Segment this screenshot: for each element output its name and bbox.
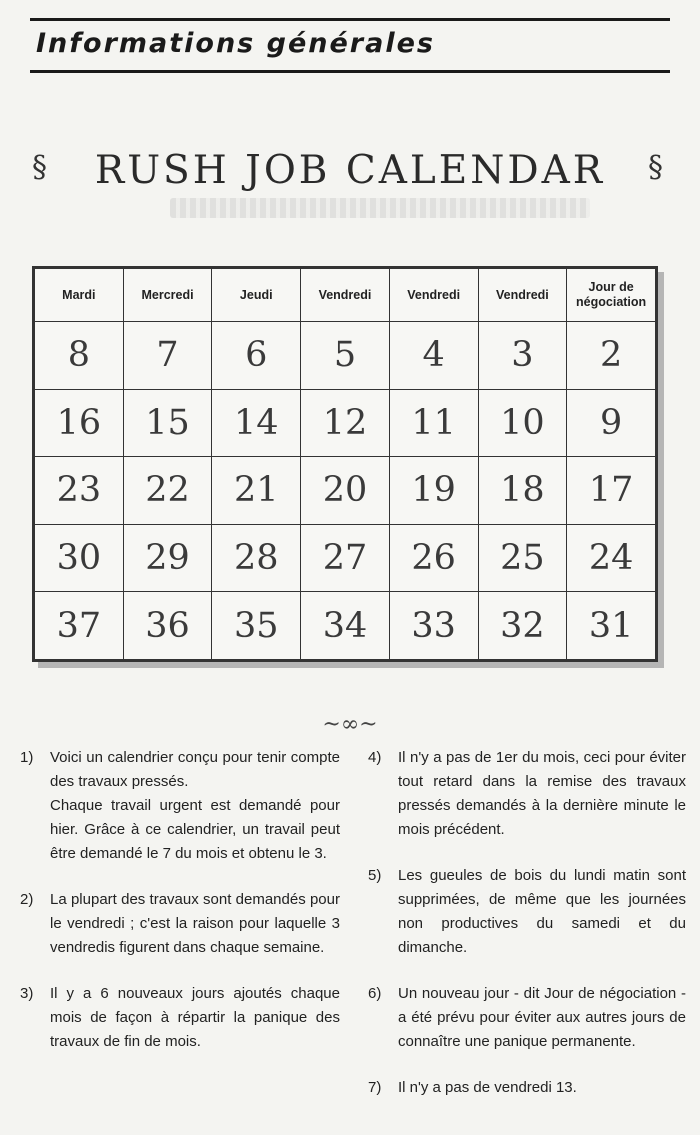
note-text xyxy=(398,864,686,960)
calendar-day-cell: 4 xyxy=(389,322,478,390)
flourish-left-icon: § xyxy=(32,150,47,185)
calendar-day-cell: 34 xyxy=(301,592,390,660)
note-item xyxy=(368,864,686,960)
note-item xyxy=(368,982,686,1054)
calendar-day-cell: 37 xyxy=(35,592,124,660)
calendar-day-cell: 21 xyxy=(212,457,301,525)
calendar-day-cell: 11 xyxy=(389,389,478,457)
header-rule-top xyxy=(30,18,670,21)
calendar-day-cell: 29 xyxy=(123,524,212,592)
note-number: 7) xyxy=(368,1079,382,1096)
calendar-week-row xyxy=(35,524,656,592)
note-paragraph: La plupart des travaux sont demandés pour le vendredi ; c'est la raison pour laquelle 3 vendredis figurent dans chaque semaine. xyxy=(50,891,340,956)
note-text xyxy=(398,1076,577,1100)
weekday-header: Mardi xyxy=(35,269,124,322)
calendar-week-row xyxy=(35,322,656,390)
note-paragraph: Un nouveau jour - dit Jour de négociation - a été prévu pour éviter aux autres jours de connaître une panique permanente. xyxy=(398,985,686,1050)
rush-job-calendar xyxy=(32,266,658,662)
note-number: 6) xyxy=(368,985,382,1002)
calendar-day-cell: 8 xyxy=(35,322,124,390)
weekday-header: Vendredi xyxy=(478,269,567,322)
calendar-day-cell: 5 xyxy=(301,322,390,390)
weekday-header: Jour de négociation xyxy=(567,269,656,322)
note-paragraph: Il y a 6 nouveaux jours ajoutés chaque mois de façon à répartir la panique des travaux de fin de mois. xyxy=(50,985,340,1050)
note-text xyxy=(50,746,340,866)
header-rule-bottom xyxy=(30,70,670,73)
note-number: 5) xyxy=(368,867,382,884)
calendar-day-cell: 18 xyxy=(478,457,567,525)
calendar-day-cell: 36 xyxy=(123,592,212,660)
notes-left-column xyxy=(20,746,340,1076)
weekday-header: Vendredi xyxy=(389,269,478,322)
calendar-day-cell: 35 xyxy=(212,592,301,660)
calendar-day-cell: 28 xyxy=(212,524,301,592)
note-number: 2) xyxy=(20,891,34,908)
calendar-day-cell: 22 xyxy=(123,457,212,525)
calendar-week-row xyxy=(35,457,656,525)
note-paragraph: Chaque travail urgent est demandé pour hier. Grâce à ce calendrier, un travail peut être demandé le 7 du mois et obtenu le 3. xyxy=(50,797,340,862)
weekday-header: Jeudi xyxy=(212,269,301,322)
calendar-day-cell: 31 xyxy=(567,592,656,660)
note-text xyxy=(398,982,686,1054)
weekday-header-row xyxy=(35,269,656,322)
note-number: 3) xyxy=(20,985,34,1002)
calendar-day-cell: 10 xyxy=(478,389,567,457)
calendar-day-cell: 12 xyxy=(301,389,390,457)
note-text xyxy=(50,888,340,960)
bleed-through-text xyxy=(170,198,590,218)
calendar-day-cell: 15 xyxy=(123,389,212,457)
note-item xyxy=(368,1076,686,1100)
note-text xyxy=(50,982,340,1054)
note-paragraph: Il n'y a pas de 1er du mois, ceci pour éviter tout retard dans la remise des travaux pressés demandés à la dernière minute le mois précédent. xyxy=(398,749,686,838)
calendar-day-cell: 24 xyxy=(567,524,656,592)
divider-ornament-icon: ~∞~ xyxy=(322,712,378,737)
calendar-day-cell: 27 xyxy=(301,524,390,592)
calendar-day-cell: 2 xyxy=(567,322,656,390)
note-text xyxy=(398,746,686,842)
notes-right-column xyxy=(368,746,686,1122)
calendar-day-cell: 16 xyxy=(35,389,124,457)
calendar-day-cell: 19 xyxy=(389,457,478,525)
note-number: 4) xyxy=(368,749,382,766)
calendar-day-cell: 23 xyxy=(35,457,124,525)
calendar-day-cell: 6 xyxy=(212,322,301,390)
note-item xyxy=(20,888,340,960)
note-item xyxy=(20,982,340,1054)
calendar-title: RUSH JOB CALENDAR xyxy=(94,148,606,193)
note-number: 1) xyxy=(20,749,34,766)
weekday-header: Mercredi xyxy=(123,269,212,322)
calendar-day-cell: 25 xyxy=(478,524,567,592)
calendar-body xyxy=(35,322,656,660)
calendar-day-cell: 14 xyxy=(212,389,301,457)
calendar-day-cell: 32 xyxy=(478,592,567,660)
note-item xyxy=(368,746,686,842)
calendar-week-row xyxy=(35,592,656,660)
calendar-day-cell: 9 xyxy=(567,389,656,457)
section-title: Informations générales xyxy=(36,28,435,59)
note-item xyxy=(20,746,340,866)
note-paragraph: Voici un calendrier conçu pour tenir compte des travaux pressés. xyxy=(50,749,340,790)
calendar-day-cell: 26 xyxy=(389,524,478,592)
note-paragraph: Il n'y a pas de vendredi 13. xyxy=(398,1079,577,1096)
calendar-week-row xyxy=(35,389,656,457)
calendar-day-cell: 30 xyxy=(35,524,124,592)
calendar-day-cell: 17 xyxy=(567,457,656,525)
calendar-day-cell: 7 xyxy=(123,322,212,390)
weekday-header: Vendredi xyxy=(301,269,390,322)
flourish-right-icon: § xyxy=(648,150,663,185)
calendar-day-cell: 33 xyxy=(389,592,478,660)
calendar-day-cell: 3 xyxy=(478,322,567,390)
note-paragraph: Les gueules de bois du lundi matin sont supprimées, de même que les journées non productives du samedi et du dimanche. xyxy=(398,867,686,956)
calendar-day-cell: 20 xyxy=(301,457,390,525)
